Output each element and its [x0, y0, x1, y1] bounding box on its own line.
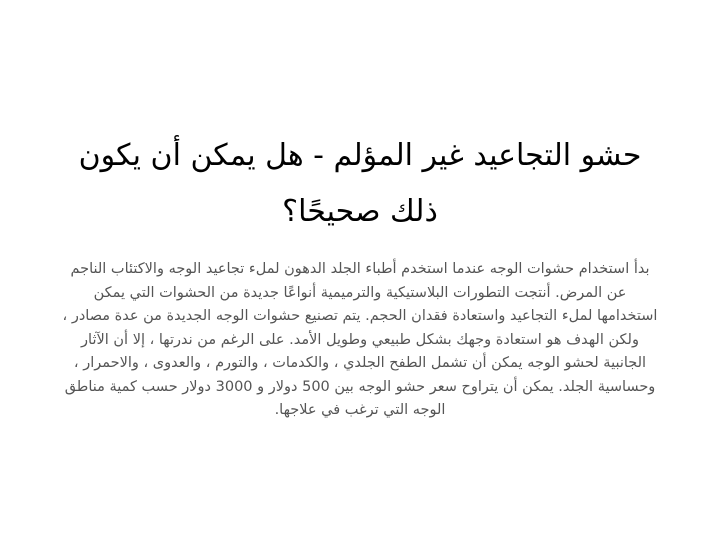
slide-title: حشو التجاعيد غير المؤلم - هل يمكن أن يكون ذلك صحيحًا؟ [78, 138, 642, 229]
slide-body-text: بدأ استخدام حشوات الوجه عندما استخدم أطباء الجلد الدهون لملء تجاعيد الوجه والاكتئاب الناجم عن المرض. أنتجت التطورات البلاستيكية والترميمية أنواعًا جديدة من الحشوات التي يمكن استخدامها لملء التجاعيد واستعادة فقدان الحجم. يتم تصنيع حشوات الوجه الجديدة من عدة مصادر ، ولكن الهدف هو استعادة وجهك بشكل طبيعي وطويل الأمد. على الرغم من ندرتها ، إلا أن الآثار الجانبية لحشو الوجه يمكن أن تشمل الطفح الجلدي ، والكدمات ، والتورم ، والعدوى ، والاحمرار ، وحساسية الجلد. يمكن أن يتراوح سعر حشو الوجه بين 500 دولار و 3000 دولار حسب كمية مناطق الوجه التي ترغب في علاجها. [62, 261, 658, 418]
